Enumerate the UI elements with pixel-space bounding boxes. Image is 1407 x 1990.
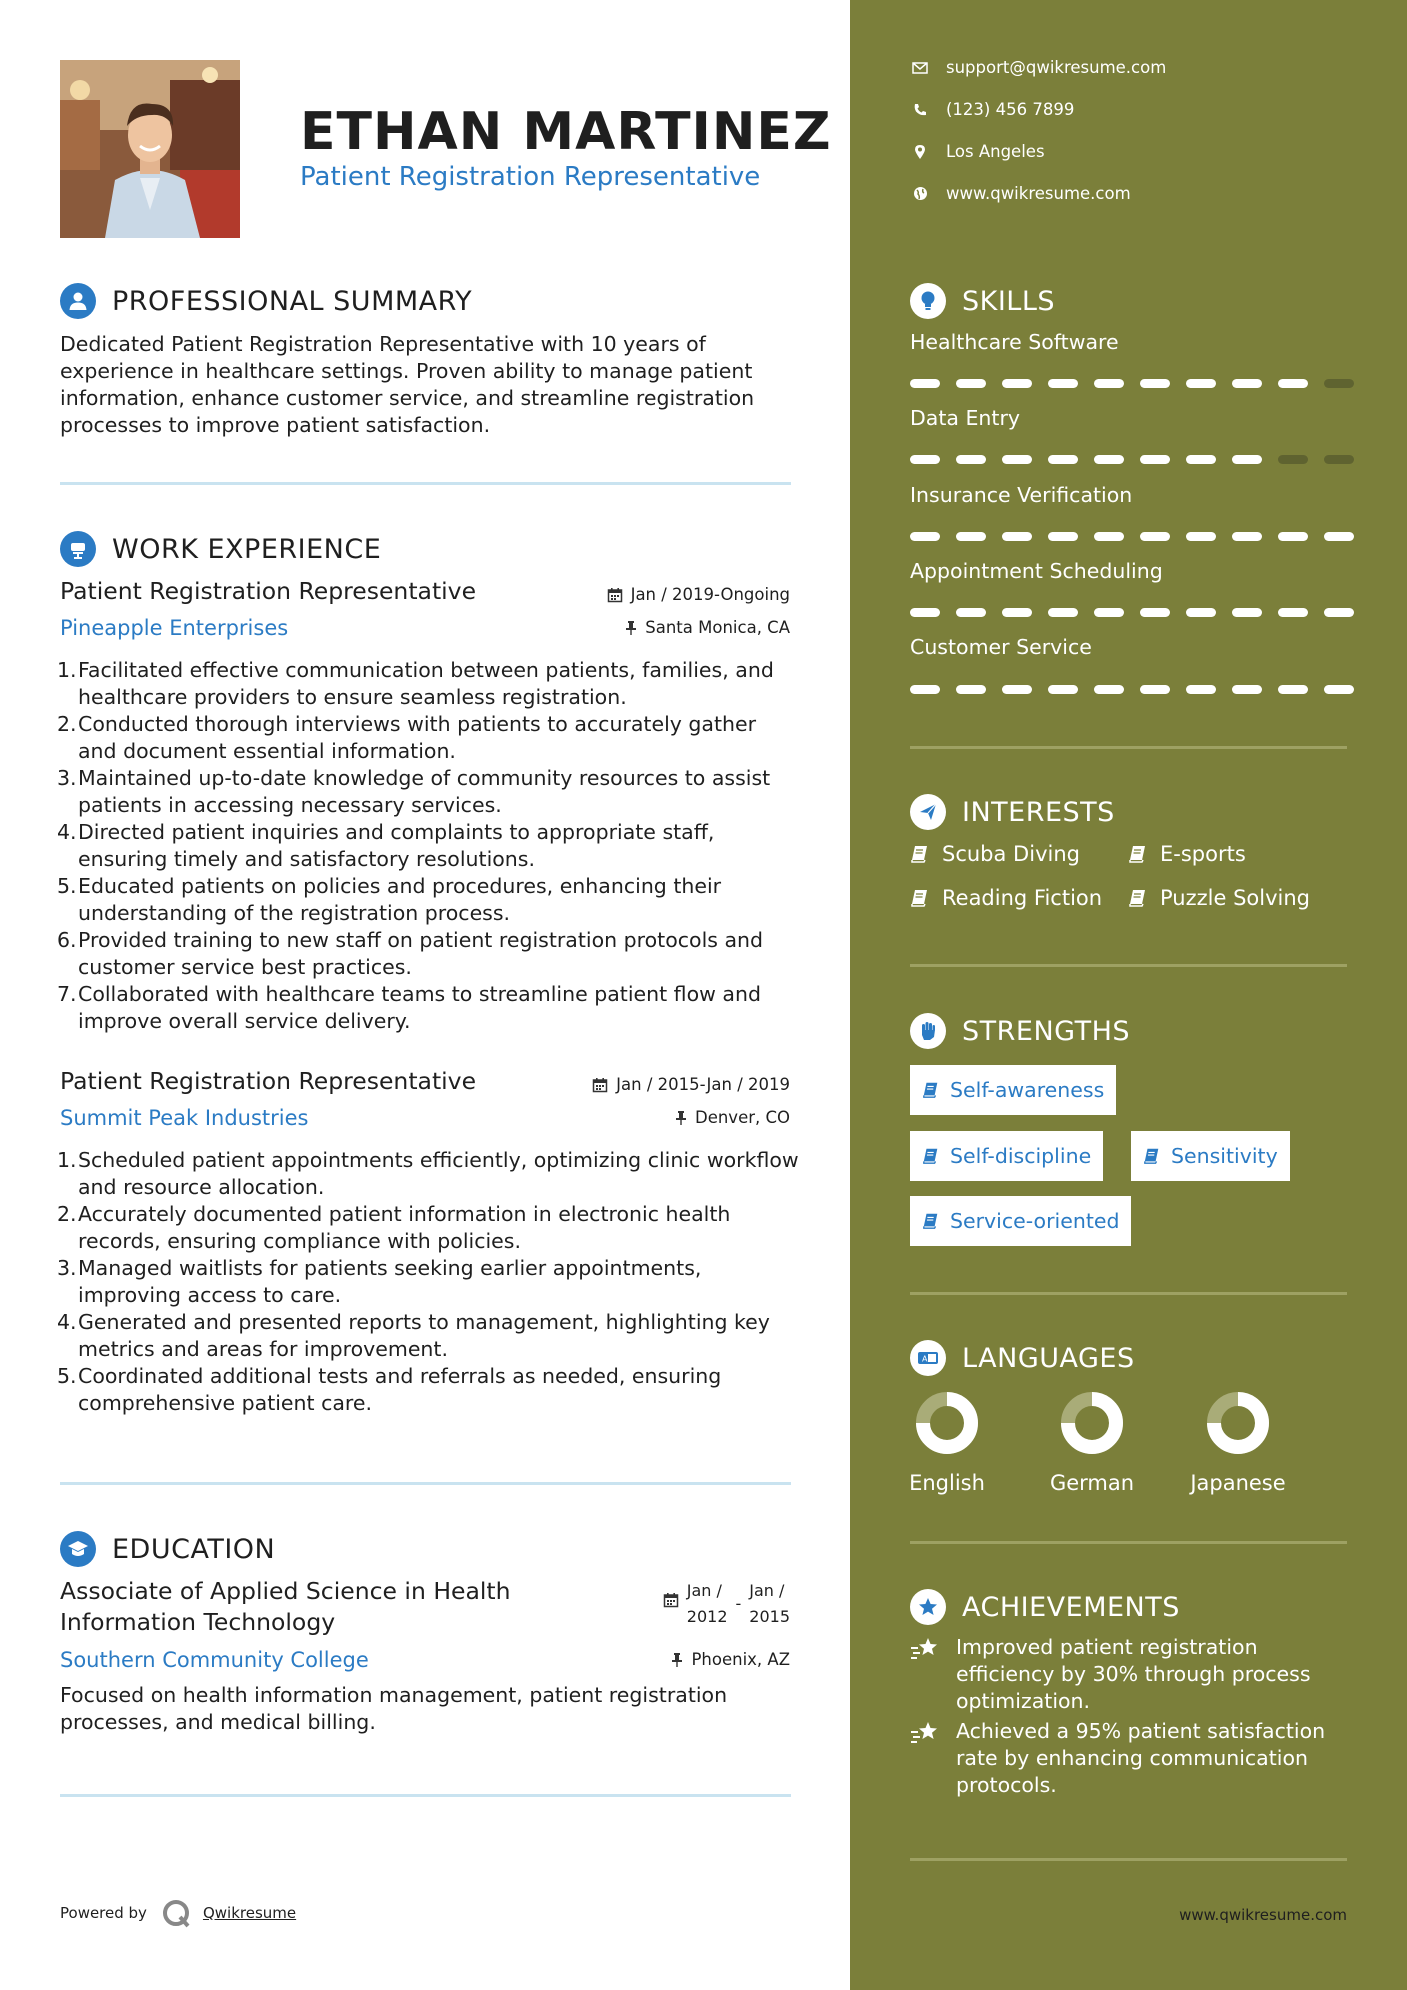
skill-rating <box>910 608 1354 617</box>
skill-dot <box>1140 532 1170 541</box>
language-level-ring <box>916 1392 978 1454</box>
achievement-item <box>910 1634 1350 1715</box>
profile-photo <box>60 60 240 238</box>
skill-rating <box>910 532 1354 541</box>
job-dates <box>592 1075 790 1094</box>
strength-label: Self-awareness <box>950 1078 1105 1102</box>
lightbulb-icon <box>910 283 946 319</box>
language-name: German <box>1049 1471 1135 1495</box>
list-item: Managed waitlists for patients seeking earlier appointments, improving access to care. <box>78 1256 702 1307</box>
list-item: Accurately documented patient information in electronic health records, ensuring compliance with policies. <box>78 1202 731 1253</box>
skill-dot <box>1324 685 1354 694</box>
map-marker-icon <box>910 144 930 160</box>
end-month: Jan / <box>749 1581 785 1600</box>
list-item: Scheduled patient appointments efficiently, optimizing clinic workflow and resource allocation. <box>78 1148 799 1199</box>
book-icon <box>922 1212 940 1230</box>
experience-title: WORK EXPERIENCE <box>112 533 382 565</box>
languages-heading <box>910 1340 1135 1376</box>
languages-title: LANGUAGES <box>962 1342 1135 1374</box>
skill-dot <box>956 532 986 541</box>
job-location <box>675 1108 790 1127</box>
skill-dot <box>1002 455 1032 464</box>
envelope-icon <box>910 62 930 74</box>
summary-text: Dedicated Patient Registration Representative with 10 years of experience in healthcare settings. Proven ability to manage patient information, enhance customer service, and streamline registration processes to improve patient satisfaction. <box>60 332 755 437</box>
interest-item <box>1128 886 1310 910</box>
job-title: Patient Registration Representative <box>60 577 477 605</box>
contact-location <box>910 142 1045 161</box>
interests-title: INTERESTS <box>962 796 1115 828</box>
footer-powered <box>60 1898 296 1928</box>
list-item: Educated patients on policies and procedures, enhancing their understanding of the registration process. <box>78 874 722 925</box>
strength-tag <box>910 1065 1116 1115</box>
education-location-text: Phoenix, AZ <box>691 1650 790 1669</box>
list-item: Collaborated with healthcare teams to streamline patient flow and improve overall service delivery. <box>78 982 761 1033</box>
skill-name: Data Entry <box>910 406 1021 430</box>
sidebar <box>850 0 1407 1990</box>
book-icon <box>1143 1147 1161 1165</box>
strength-label: Service-oriented <box>950 1209 1120 1233</box>
language-level-ring <box>1207 1392 1269 1454</box>
skill-dot <box>1232 608 1262 617</box>
strength-tag <box>910 1131 1103 1181</box>
graduation-cap-icon <box>60 1531 96 1567</box>
divider <box>60 482 791 485</box>
skill-name: Healthcare Software <box>910 330 1119 354</box>
job-location-text: Santa Monica, CA <box>645 618 790 637</box>
skill-dot <box>1324 532 1354 541</box>
book-icon <box>1128 844 1148 864</box>
skill-dot <box>1278 532 1308 541</box>
skill-dot <box>1002 532 1032 541</box>
interest-label: Puzzle Solving <box>1160 886 1310 910</box>
strengths-title: STRENGTHS <box>962 1015 1131 1047</box>
candidate-name: ETHAN MARTINEZ <box>300 102 832 162</box>
list-item: Coordinated additional tests and referrals as needed, ensuring comprehensive patient care. <box>78 1364 722 1415</box>
skill-dot <box>1048 455 1078 464</box>
skill-dot <box>956 608 986 617</box>
skill-rating <box>910 685 1354 694</box>
language-name: Japanese <box>1190 1471 1286 1495</box>
list-item: Maintained up-to-date knowledge of community resources to assist patients in accessing necessary services. <box>78 766 771 817</box>
shooting-star-icon <box>910 1718 956 1799</box>
language-item <box>1037 1392 1147 1495</box>
skill-rating <box>910 455 1354 464</box>
phone-text: (123) 456 7899 <box>946 100 1075 119</box>
skill-dot <box>1094 532 1124 541</box>
location-text: Los Angeles <box>946 142 1045 161</box>
strengths-heading <box>910 1013 1130 1049</box>
start-year: 2012 <box>686 1607 728 1626</box>
skill-dot <box>1094 685 1124 694</box>
calendar-icon <box>607 587 623 603</box>
strength-tag <box>910 1196 1131 1246</box>
list-item: Directed patient inquiries and complaints to appropriate staff, ensuring timely and satisfactory resolutions. <box>78 820 715 871</box>
skill-dot <box>1140 608 1170 617</box>
skill-name: Appointment Scheduling <box>910 559 1163 583</box>
skill-dot <box>1324 455 1354 464</box>
achievements-title: ACHIEVEMENTS <box>962 1591 1180 1623</box>
list-item: Conducted thorough interviews with patients to accurately gather and document essential information. <box>78 712 757 763</box>
skill-dot <box>1186 379 1216 388</box>
skill-name: Insurance Verification <box>910 483 1133 507</box>
fist-icon <box>910 1013 946 1049</box>
interest-label: E-sports <box>1160 842 1246 866</box>
language-name: English <box>909 1471 985 1495</box>
calendar-icon <box>663 1592 679 1608</box>
book-icon <box>922 1147 940 1165</box>
pin-icon <box>675 1110 687 1126</box>
job-location-text: Denver, CO <box>694 1108 790 1127</box>
interest-item <box>910 886 1102 910</box>
skill-dot <box>1278 379 1308 388</box>
book-icon <box>910 844 930 864</box>
interests-heading <box>910 794 1115 830</box>
book-icon <box>910 888 930 908</box>
book-icon <box>1128 888 1148 908</box>
skill-dot <box>1278 608 1308 617</box>
skill-dot <box>1140 685 1170 694</box>
skill-dot <box>1094 379 1124 388</box>
company-name: Pineapple Enterprises <box>60 616 289 640</box>
contact-website[interactable] <box>910 184 1131 203</box>
skill-dot <box>1048 608 1078 617</box>
skill-dot <box>956 685 986 694</box>
duties-list <box>60 657 800 1035</box>
interest-label: Scuba Diving <box>942 842 1080 866</box>
skill-dot <box>910 532 940 541</box>
svg-text:A: A <box>922 1354 928 1364</box>
globe-icon <box>910 186 930 201</box>
contact-email[interactable] <box>910 58 1166 77</box>
skill-dot <box>1002 608 1032 617</box>
skill-dot <box>1232 685 1262 694</box>
skill-dot <box>1140 455 1170 464</box>
powered-by-label: Powered by <box>60 1904 147 1922</box>
list-item: Generated and presented reports to management, highlighting key metrics and areas for improvement. <box>78 1310 770 1361</box>
job-dates-text: Jan / 2015-Jan / 2019 <box>616 1075 790 1094</box>
education-location <box>671 1650 790 1669</box>
divider <box>910 964 1347 967</box>
skill-rating <box>910 379 1354 388</box>
contact-phone[interactable] <box>910 100 1074 119</box>
skill-name: Customer Service <box>910 635 1092 659</box>
job-dates-text: Jan / 2019-Ongoing <box>630 585 790 604</box>
job-title: Patient Registration Representative <box>60 1067 477 1095</box>
achievement-text: Achieved a 95% patient satisfaction rate by enhancing communication protocols. <box>956 1719 1326 1797</box>
interest-item <box>1128 842 1246 866</box>
translate-icon <box>910 1340 946 1376</box>
language-level-ring <box>1061 1392 1123 1454</box>
skill-dot <box>1002 685 1032 694</box>
education-text: Focused on health information management, patient registration processes, and medical billing. <box>60 1683 728 1734</box>
interest-item <box>910 842 1080 866</box>
start-month: Jan / <box>686 1581 722 1600</box>
qwikresume-logo-icon <box>161 1898 193 1928</box>
company-name: Summit Peak Industries <box>60 1106 309 1130</box>
website-text: www.qwikresume.com <box>946 184 1131 203</box>
skill-dot <box>1232 379 1262 388</box>
language-item <box>892 1392 1002 1495</box>
footer-website[interactable]: www.qwikresume.com <box>1179 1906 1347 1924</box>
pin-icon <box>625 620 637 636</box>
skill-dot <box>1232 532 1262 541</box>
divider <box>910 1541 1347 1544</box>
job-dates <box>607 585 790 604</box>
phone-icon <box>910 103 930 117</box>
paper-plane-icon <box>910 794 946 830</box>
education-dates <box>663 1578 790 1630</box>
divider <box>910 1858 1347 1861</box>
education-title: EDUCATION <box>112 1533 276 1565</box>
list-item: Provided training to new staff on patient registration protocols and customer service best practices. <box>78 928 764 979</box>
star-badge-icon <box>910 1589 946 1625</box>
book-icon <box>922 1081 940 1099</box>
achievements-heading <box>910 1589 1180 1625</box>
skill-dot <box>1140 379 1170 388</box>
education-heading <box>60 1531 275 1567</box>
skill-dot <box>1186 608 1216 617</box>
briefcase-icon <box>60 531 96 567</box>
degree-title: Associate of Applied Science in Health Information Technology <box>60 1577 511 1636</box>
interest-label: Reading Fiction <box>942 886 1103 910</box>
strength-tag <box>1131 1131 1290 1181</box>
skill-dot <box>1048 685 1078 694</box>
skill-dot <box>1094 608 1124 617</box>
experience-heading <box>60 531 381 567</box>
brand-link[interactable]: Qwikresume <box>202 1904 297 1922</box>
skill-dot <box>1186 455 1216 464</box>
list-item: Facilitated effective communication between patients, families, and healthcare providers to ensure seamless registration. <box>78 658 774 709</box>
education-end <box>749 1578 790 1630</box>
calendar-icon <box>592 1077 608 1093</box>
divider <box>60 1794 791 1797</box>
divider <box>910 1292 1347 1295</box>
end-year: 2015 <box>749 1607 790 1626</box>
divider <box>60 1482 791 1485</box>
user-icon <box>60 283 96 319</box>
skill-dot <box>1278 685 1308 694</box>
summary-heading <box>60 283 472 319</box>
skill-dot <box>956 455 986 464</box>
skill-dot <box>1278 455 1308 464</box>
school-name: Southern Community College <box>60 1648 369 1672</box>
skill-dot <box>1094 455 1124 464</box>
job-location <box>625 618 790 637</box>
skills-heading <box>910 283 1055 319</box>
email-text: support@qwikresume.com <box>946 58 1167 77</box>
skill-dot <box>1232 455 1262 464</box>
achievement-item <box>910 1718 1350 1799</box>
skill-dot <box>956 379 986 388</box>
skills-title: SKILLS <box>962 285 1056 317</box>
divider <box>910 746 1347 749</box>
duties-list <box>60 1147 800 1417</box>
date-separator: - <box>735 1594 742 1613</box>
education-start <box>687 1578 728 1630</box>
skill-dot <box>910 455 940 464</box>
pin-icon <box>671 1652 683 1668</box>
skill-dot <box>910 685 940 694</box>
skill-dot <box>1048 379 1078 388</box>
skill-dot <box>1324 379 1354 388</box>
skill-dot <box>910 379 940 388</box>
language-item <box>1183 1392 1293 1495</box>
summary-title: PROFESSIONAL SUMMARY <box>112 285 473 317</box>
skill-dot <box>1186 685 1216 694</box>
candidate-title: Patient Registration Representative <box>300 162 761 192</box>
skill-dot <box>1002 379 1032 388</box>
shooting-star-icon <box>910 1634 956 1715</box>
skill-dot <box>910 608 940 617</box>
strength-label: Self-discipline <box>950 1144 1092 1168</box>
skill-dot <box>1186 532 1216 541</box>
skill-dot <box>1324 608 1354 617</box>
achievement-text: Improved patient registration efficiency by 30% through process optimization. <box>956 1635 1311 1713</box>
strength-label: Sensitivity <box>1171 1144 1278 1168</box>
skill-dot <box>1048 532 1078 541</box>
